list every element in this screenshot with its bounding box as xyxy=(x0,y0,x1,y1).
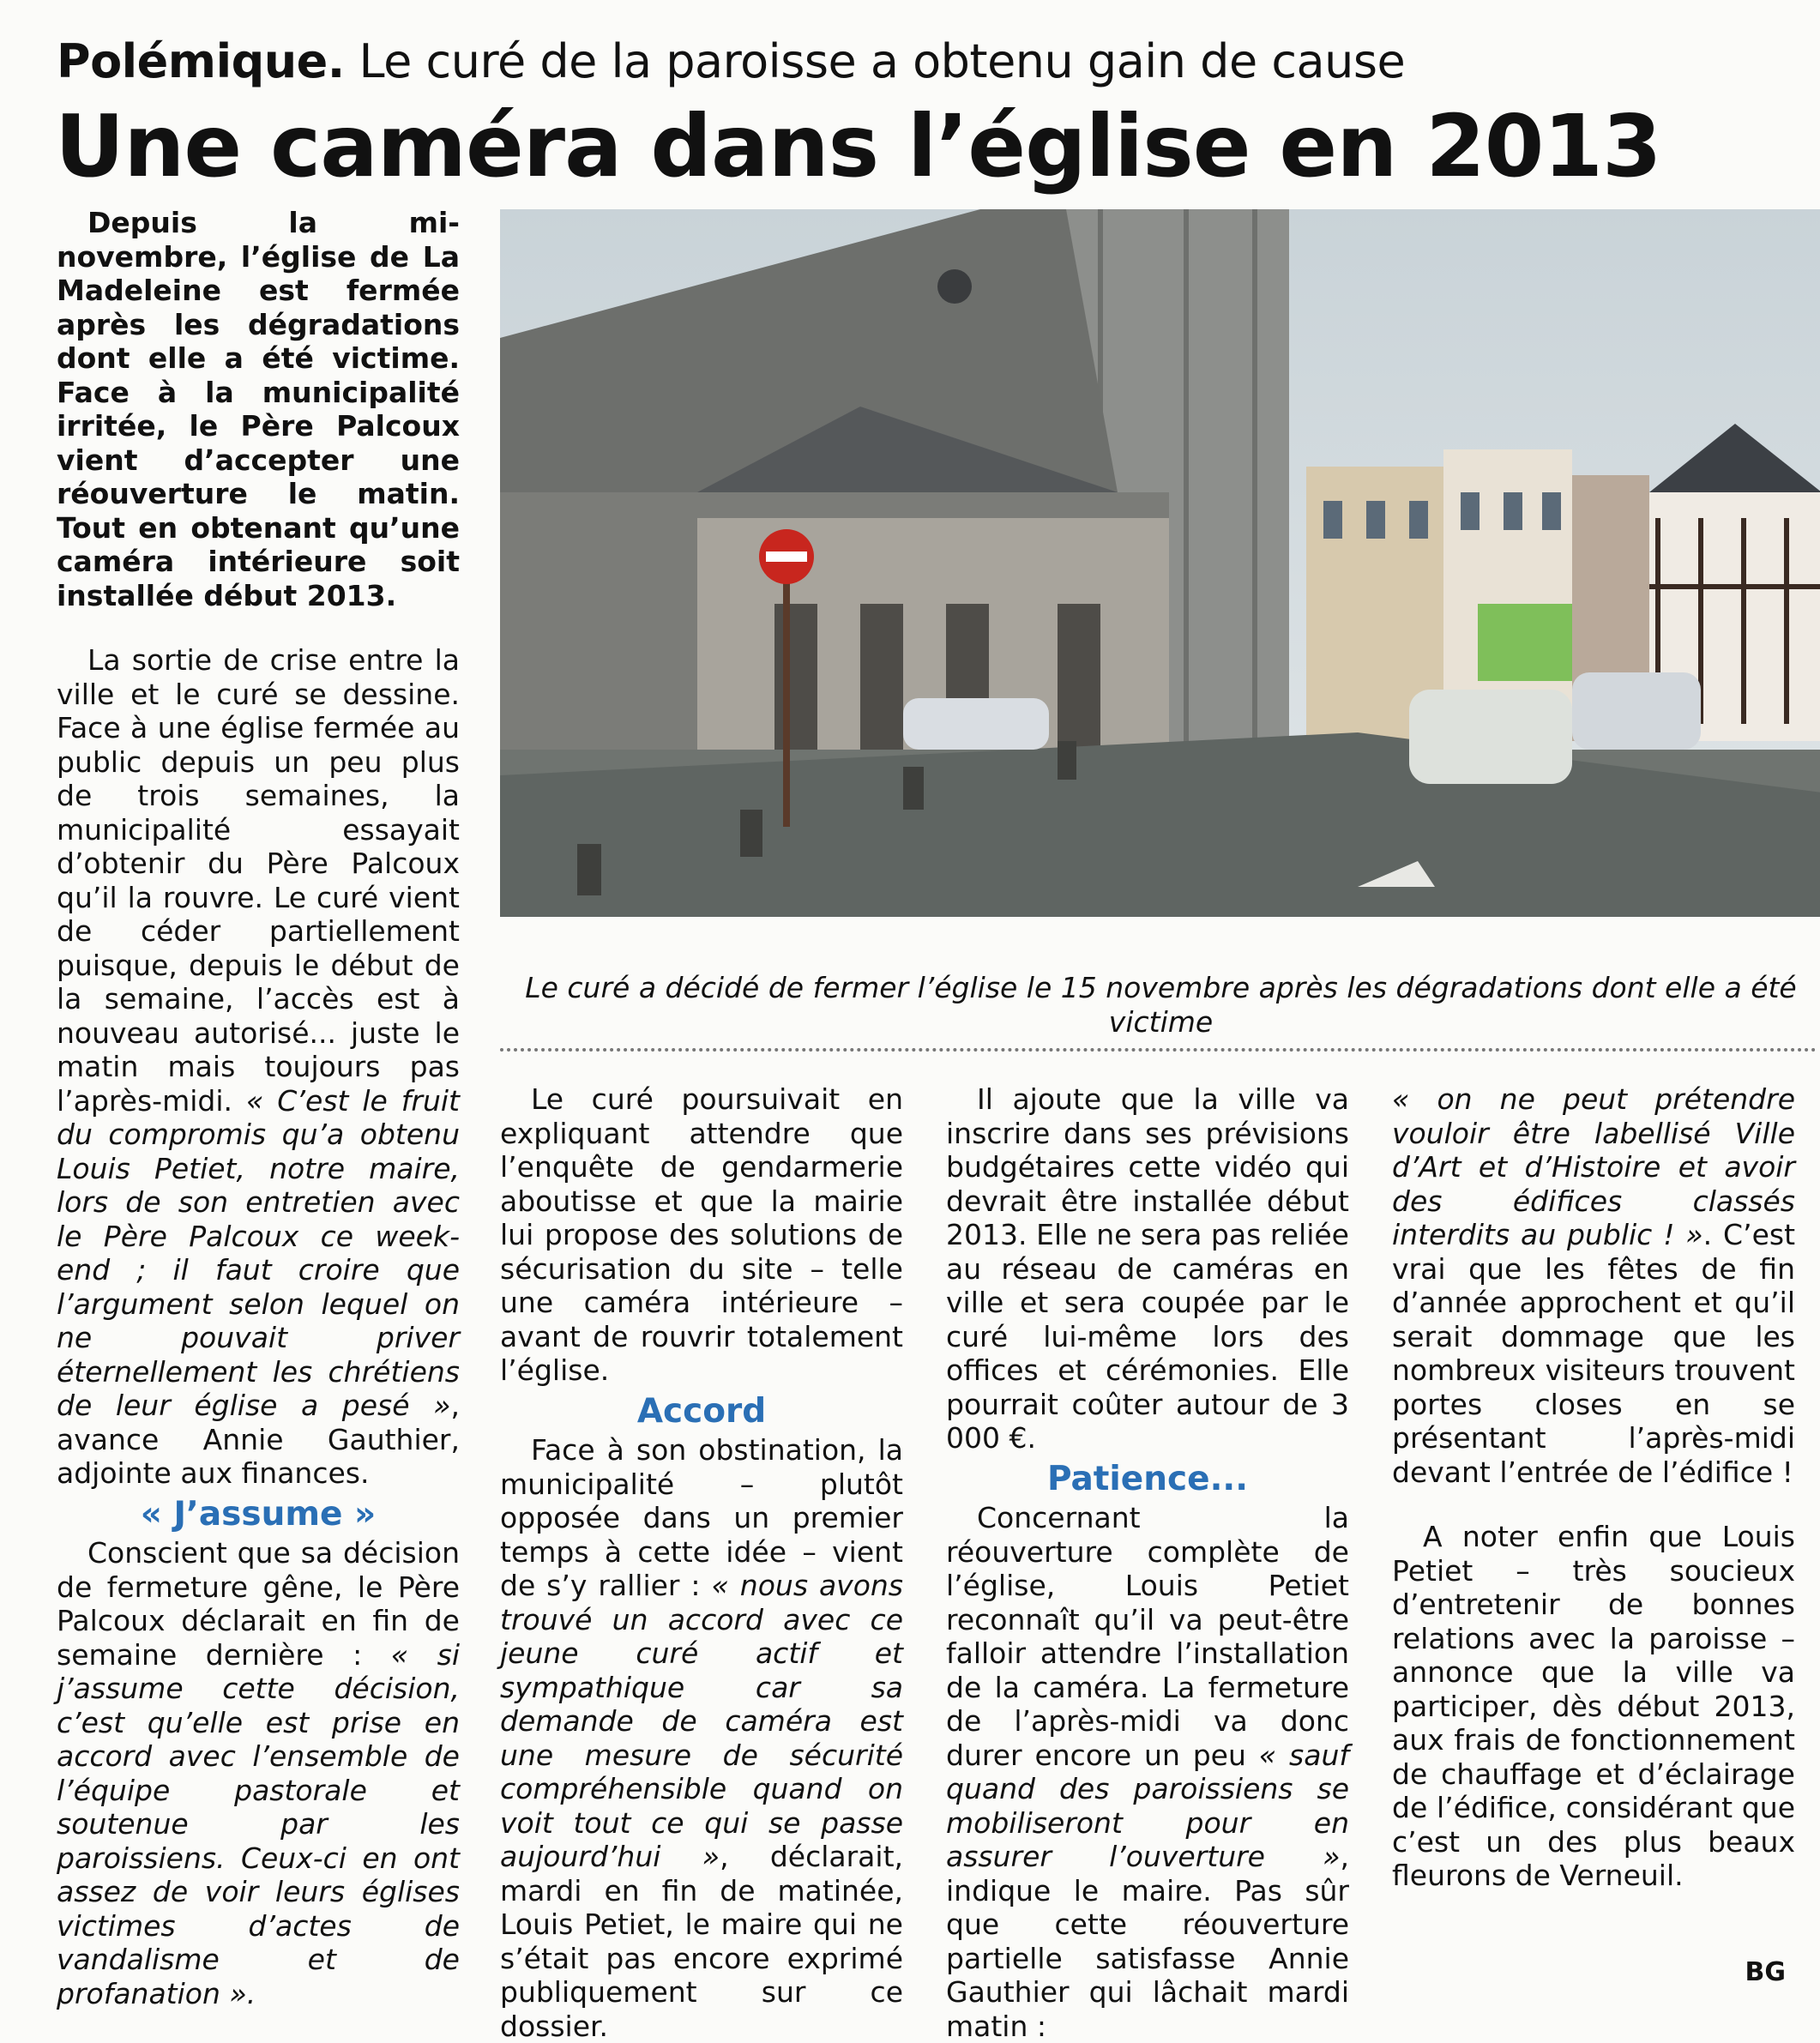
photo-caption: Le curé a décidé de fermer l’église le 15 novembre après les dégradations dont elle a été victime xyxy=(525,971,1797,1039)
paragraph-1: La sortie de crise entre la ville et le curé se dessine. Face à une église fermée au public depuis un peu plus de trois semaines, la municipalité essayait d’obtenir du Père Palcoux qu’il la rouvre. Le curé vient de céder partiellement puisque, depuis le début de la semaine, l’accès est à nouveau autorisé... juste le matin mais toujours pas l’après-midi. « C’est le fruit du compromis qu’a obtenu Louis Petiet, notre maire, lors de son entretien avec le Père Palcoux ce week-end ; il faut croire que l’argument selon lequel on ne pouvait priver éternellement les chrétiens de leur église a pesé », avance Annie Gauthier, adjointe aux finances. xyxy=(57,643,460,1490)
column-4 xyxy=(1392,1082,1795,1893)
paragraph-6-continued: « on ne peut prétendre vouloir être labellisé Ville d’Art et d’Histoire et avoir des édifices classés interdits au public ! ». C’est vrai que les fêtes de fin d’année approchent et qu’il serait dommage que les nombreux visiteurs trouvent portes closes en se présentant l’après-midi devant l’entrée de l’édifice ! xyxy=(1392,1082,1796,1489)
paragraph-7: A noter enfin que Louis Petiet – très soucieux d’entretenir de bonnes relations avec la paroisse – annonce que la ville va participer, dès début 2013, aux frais de fonctionnement de chauffage et d’éclairage de l’édifice, considérant que c’est un des plus beaux fleurons de Verneuil. xyxy=(1392,1520,1795,1892)
headline: Une caméra dans l’église en 2013 xyxy=(55,96,1661,196)
dotted-divider xyxy=(500,1048,1817,1052)
column-left xyxy=(57,206,460,2010)
paragraph-5: Il ajoute que la ville va inscrire dans ses prévisions budgétaires cette vidéo qui devrait être installée début 2013. Elle ne sera pas reliée au réseau de caméras en ville et sera coupée par le curé lui-même lors des offices et cérémonies. Elle pourrait coûter autour de 3 000 €. xyxy=(946,1082,1349,1455)
kicker-text: Le curé de la paroisse a obtenu gain de cause xyxy=(359,34,1406,88)
subhead-accord: Accord xyxy=(636,1391,767,1431)
kicker-label: Polémique. xyxy=(57,34,345,88)
column-3 xyxy=(946,1082,1349,2043)
lead-paragraph: Depuis la mi-novembre, l’église de La Madeleine est fermée après les dégradations dont elle a été victime. Face à la municipalité irritée, le Père Palcoux vient d’accepter une réouverture le matin. Tout en obtenant qu’une caméra intérieure soit installée début 2013. xyxy=(57,206,460,612)
kicker xyxy=(57,34,1405,88)
paragraph-3: Le curé poursuivait en expliquant attendre que l’enquête de gendarmerie aboutisse et que la mairie lui propose des solutions de sécurisation du site – telle une caméra intérieure – avant de rouvrir totalement l’église. xyxy=(500,1082,903,1387)
church-photo xyxy=(500,209,1820,917)
paragraph-4: Face à son obstination, la municipalité – plutôt opposée dans un premier temps à cette idée – vient de s’y rallier : « nous avons trouvé un accord avec ce jeune curé actif et sympathique car sa demande de caméra est une mesure de sécurité compréhensible quand on voit tout ce qui se passe aujourd’hui », déclarait, mardi en fin de matinée, Louis Petiet, le maire qui ne s’était pas encore exprimé publiquement sur ce dossier. xyxy=(500,1433,903,2043)
byline: BG xyxy=(1745,1957,1786,1987)
subhead-patience: Patience... xyxy=(1046,1459,1249,1498)
paragraph-6: Concernant la réouverture complète de l’église, Louis Petiet reconnaît qu’il va peut-être falloir attendre l’installation de la caméra. La fermeture de l’après-midi va donc durer encore un peu « sauf quand des paroissiens se mobiliseront pour en assurer l’ouverture », indique le maire. Pas sûr que cette réouverture partielle satisfasse Annie Gauthier qui lâchait mardi matin : xyxy=(946,1501,1349,2043)
column-2 xyxy=(500,1082,903,2043)
paragraph-2: Conscient que sa décision de fermeture gêne, le Père Palcoux déclarait en fin de semaine dernière : « si j’assume cette décision, c’est qu’elle est prise en accord avec l’ensemble de l’équipe pastorale et soutenue par les paroissiens. Ceux-ci en ont assez de voir leurs églises victimes d’actes de vandalisme et de profanation ». xyxy=(57,1536,460,2010)
subhead-j-assume: « J’assume » xyxy=(140,1494,377,1534)
